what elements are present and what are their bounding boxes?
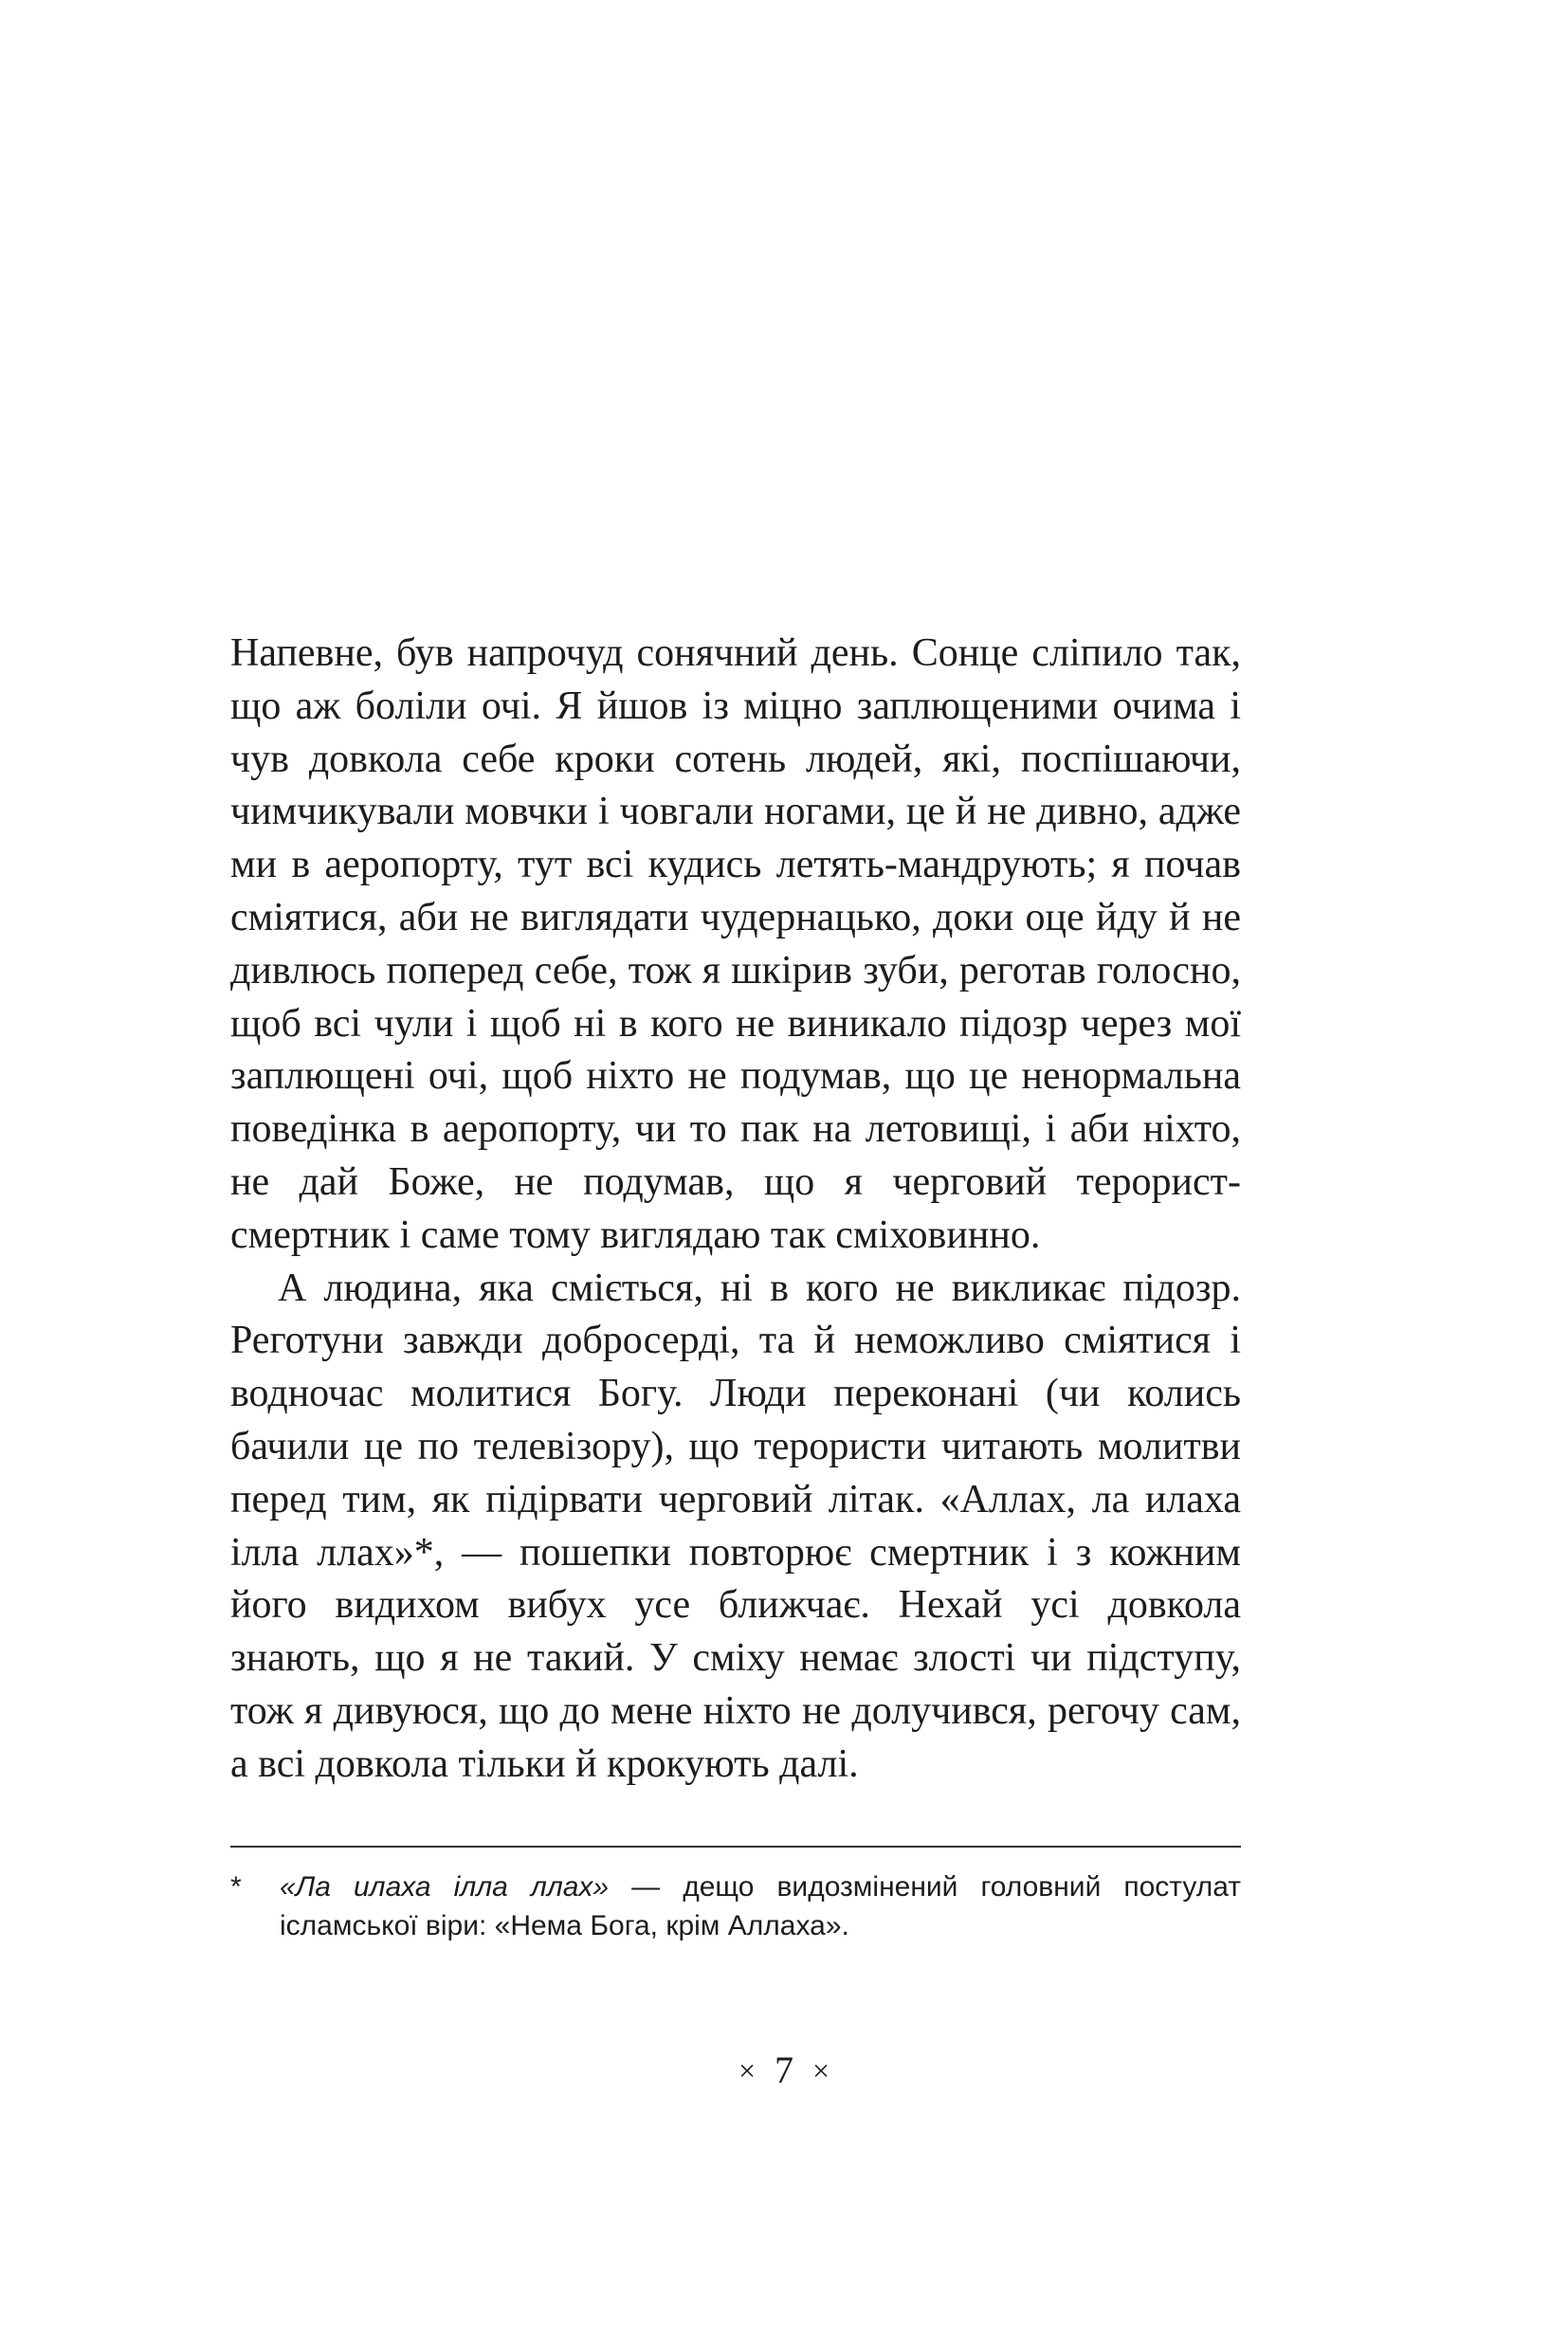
folio-ornament-right: × xyxy=(812,2053,830,2087)
footnote-text: — дещо видозмінений головний постулат ісламської віри: «Нема Бога, крім Аллаха». xyxy=(280,1871,1241,1941)
footnote-term: «Ла илаха ілла ллах» xyxy=(280,1871,610,1903)
footnote-marker: * xyxy=(230,1871,242,1903)
main-text xyxy=(230,628,1241,1792)
paragraph-1: Напевне, був напрочуд сонячний день. Сонце сліпило так, що аж боліли очі. Я йшов із міцно заплющеними очима і чув довкола себе кроки сотень людей, які, поспішаючи, чимчикували мовчки і човгали ногами, це й не дивно, адже ми в аеропорту, тут всі кудись летять-мандрують; я почав сміятися, аби не виглядати чудернацько, доки оце йду й не дивлюсь поперед себе, тож я шкірив зуби, реготав голосно, щоб всі чули і щоб ні в кого не виникало підозр через мої заплющені очі, щоб ніхто не подумав, що це ненормальна поведінка в аеропорту, чи то пак на летовищі, і аби ніхто, не дай Боже, не подумав, що я черговий терорист-смертник і саме тому виглядаю так сміховинно. xyxy=(230,631,1241,1257)
page-number-value: 7 xyxy=(775,2049,793,2091)
paragraph-2: А людина, яка сміється, ні в кого не викликає підозр. Реготуни завжди добросерді, та й неможливо сміятися і водночас молитися Богу. Люди переконані (чи колись бачили це по телевізору), що терористи читають молитви перед тим, як підірвати черговий літак. «Аллах, ла илаха ілла ллах»*, — пошепки повторює смертник і з кожним його видихом вибух усе ближчає. Нехай усі довкола знають, що я не такий. У сміху немає злості чи підступу, тож я дивуюся, що до мене ніхто не долучився, регочу сам, а всі довкола тільки й крокують далі. xyxy=(230,1266,1241,1786)
folio-ornament-left: × xyxy=(738,2053,756,2087)
footnote-body xyxy=(280,1867,1241,1945)
page-number xyxy=(0,2048,1568,2093)
footnote xyxy=(230,1867,1241,1945)
footnote-separator xyxy=(230,1846,1241,1848)
